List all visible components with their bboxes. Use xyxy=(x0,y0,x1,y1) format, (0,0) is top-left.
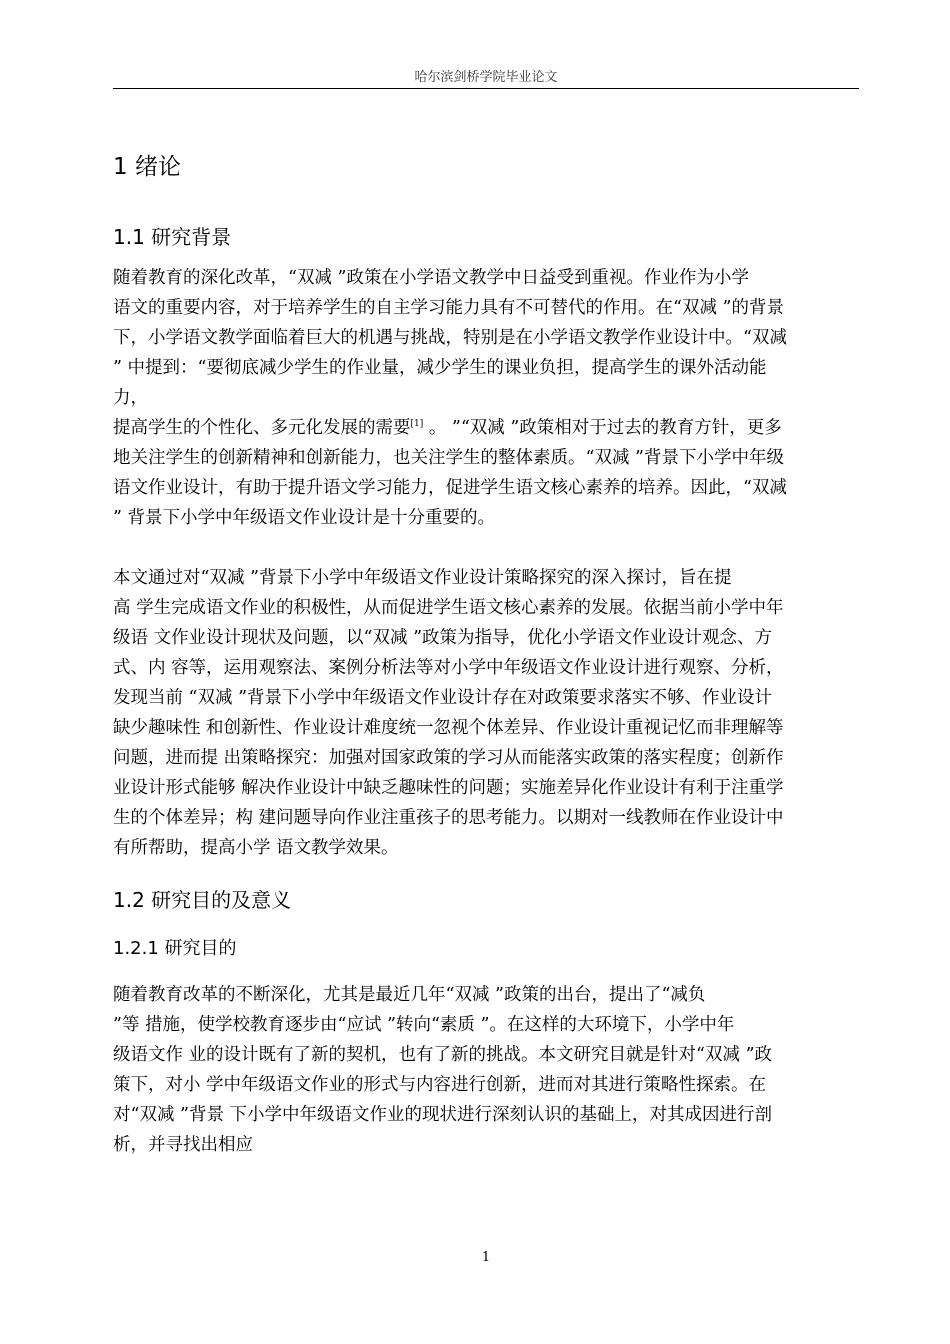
text-segment: 。 ”“双减 ”政策相对于过去的教育方针，更多 xyxy=(423,418,782,438)
text-line: 力， xyxy=(113,388,148,408)
text-line: ” 中提到：“要彻底减少学生的作业量，减少学生的课业负担，提高学生的课外活动能 xyxy=(113,358,767,378)
text-line: 高 学生完成语文作业的积极性，从而促进学生语文核心素养的发展。依据当前小学中年 xyxy=(113,598,784,618)
text-line: 地关注学生的创新精神和创新能力，也关注学生的整体素质。“双减 ”背景下小学中年级 xyxy=(113,448,784,468)
paragraph-purpose xyxy=(113,980,873,1160)
text-line: 语文作业设计，有助于提升语文学习能力，促进学生语文核心素养的培养。因此，“双减 xyxy=(113,478,787,498)
page-number: 1 xyxy=(481,1250,491,1265)
header-rule xyxy=(113,88,859,89)
text-line: 本文通过对“双减 ”背景下小学中年级语文作业设计策略探究的深入探讨，旨在提 xyxy=(113,568,732,588)
text-line: 级语 文作业设计现状及问题，以“双减 ”政策为指导，优化小学语文作业设计观念、方 xyxy=(113,628,773,648)
subsection-heading-purpose: 1.2.1 研究目的 xyxy=(113,938,237,959)
text-line: 有所帮助，提高小学 语文教学效果。 xyxy=(113,838,399,858)
text-line: 随着教育改革的不断深化，尤其是最近几年“双减 ”政策的出台，提出了“减负 xyxy=(113,985,706,1005)
text-line: 业设计形式能够 解决作业设计中缺乏趣味性的问题；实施差异化作业设计有利于注重学 xyxy=(113,778,784,798)
text-line: 策下，对小 学中年级语文作业的形式与内容进行创新，进而对其进行策略性探索。在 xyxy=(113,1075,767,1095)
text-line: 对“双减 ”背景 下小学中年级语文作业的现状进行深刻认识的基础上，对其成因进行剖 xyxy=(113,1105,773,1125)
text-line: ”等 措施，使学校教育逐步由“应试 ”转向“素质 ”。在这样的大环境下，小学中年 xyxy=(113,1015,735,1035)
text-segment: 提高学生的个性化、多元化发展的需要 xyxy=(113,418,411,438)
running-header: 哈尔滨剑桥学院毕业论文 xyxy=(414,70,558,85)
text-line: 语文的重要内容，对于培养学生的自主学习能力具有不可替代的作用。在“双减 ”的背景 xyxy=(113,298,784,318)
citation-ref: [1] xyxy=(410,419,424,429)
text-line: 级语文作 业的设计既有了新的契机，也有了新的挑战。本文研究目就是针对“双减 ”政 xyxy=(113,1045,773,1065)
paragraph-overview xyxy=(113,563,873,863)
text-line: 发现当前 “双减 ”背景下小学中年级语文作业设计存在对政策要求落实不够、作业设计 xyxy=(113,688,773,708)
text-line: 随着教育的深化改革，“双减 ”政策在小学语文教学中日益受到重视。作业作为小学 xyxy=(113,268,749,288)
text-line: 生的个体差异；构 建问题导向作业注重孩子的思考能力。以期对一线教师在作业设计中 xyxy=(113,808,784,828)
text-line: ” 背景下小学中年级语文作业设计是十分重要的。 xyxy=(113,508,496,528)
paragraph-background xyxy=(113,263,873,533)
section-heading-purpose: 1.2 研究目的及意义 xyxy=(113,888,292,912)
text-line: 缺少趣味性 和创新性、作业设计难度统一忽视个体差异、作业设计重视记忆而非理解等 xyxy=(113,718,784,738)
chapter-heading: 1 绪论 xyxy=(113,154,181,180)
text-line: 下，小学语文教学面临着巨大的机遇与挑战，特别是在小学语文教学作业设计中。“双减 xyxy=(113,328,787,348)
text-line: 问题，进而提 出策略探究：加强对国家政策的学习从而能落实政策的落实程度；创新作 xyxy=(113,748,784,768)
text-line xyxy=(113,413,873,443)
text-line: 析，并寻找出相应 xyxy=(113,1135,253,1155)
text-line: 式、内 容等，运用观察法、案例分析法等对小学中年级语文作业设计进行观察、分析， xyxy=(113,658,784,678)
section-heading-background: 1.1 研究背景 xyxy=(113,225,232,249)
